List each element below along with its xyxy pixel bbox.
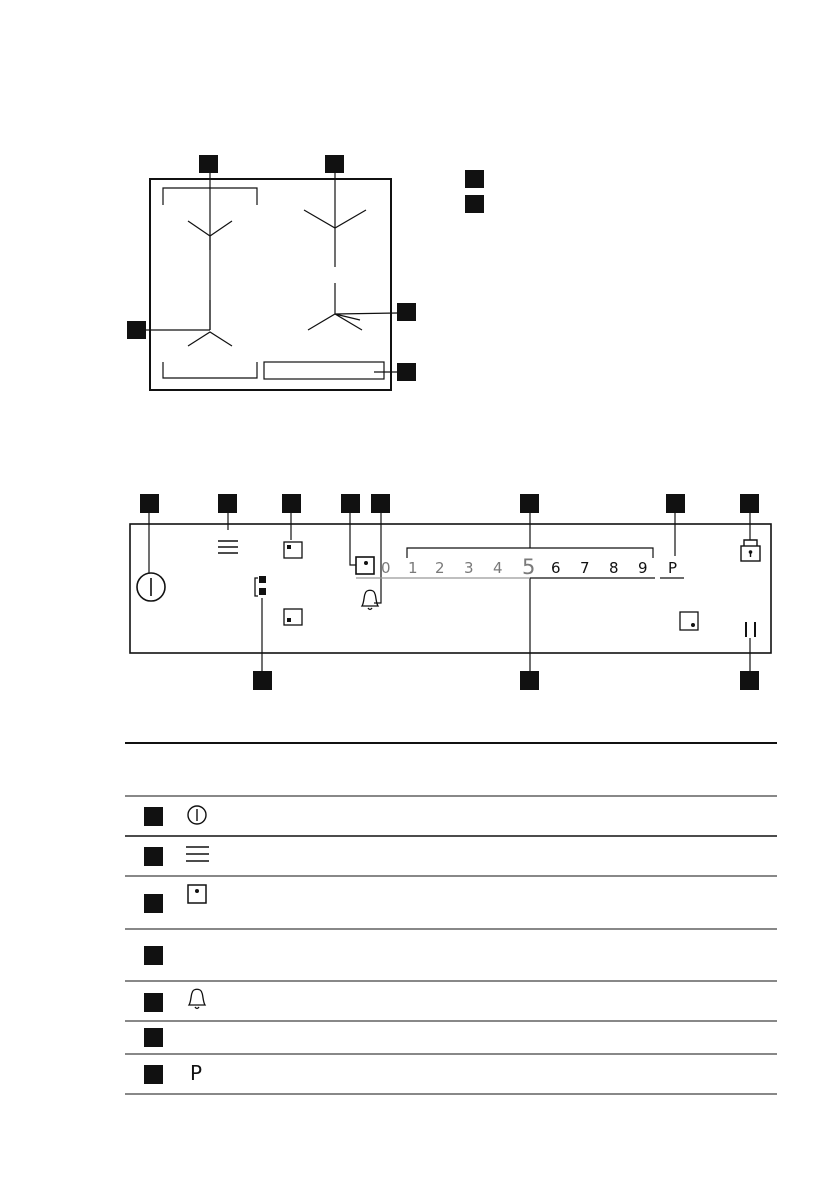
menu-icon [218, 541, 238, 553]
p-symbol: P [190, 1061, 203, 1085]
scale-digit-4: 4 [493, 559, 503, 577]
pause-icon [746, 622, 755, 637]
callout-marker [199, 155, 218, 173]
top-marker [371, 494, 390, 513]
scale-digit-8: 8 [609, 559, 619, 577]
table-row-marker [144, 807, 163, 826]
function-table [125, 743, 777, 1094]
scale-digit-9: 9 [638, 559, 648, 577]
bottom-marker [740, 671, 759, 690]
leader-lines [145, 173, 397, 372]
callout-marker [397, 303, 416, 321]
legend-marker [465, 195, 484, 213]
power-icon [188, 806, 206, 824]
bottom-marker [253, 671, 272, 690]
zone-select-icon-top-left [284, 542, 302, 558]
bell-icon [362, 590, 378, 609]
top-marker [140, 494, 159, 513]
top-marker [282, 494, 301, 513]
scale-digit-7: 7 [580, 559, 590, 577]
top-marker [520, 494, 539, 513]
menu-icon [186, 847, 209, 861]
table-row-marker [144, 1028, 163, 1047]
power-icon [137, 573, 165, 601]
panel-leader-lines [149, 513, 750, 671]
zone-select-icon-bottom-left [284, 609, 302, 625]
callout-marker [325, 155, 344, 173]
scale-digit-6: 6 [551, 559, 561, 577]
table-row-marker [144, 847, 163, 866]
p-label: P [668, 559, 678, 577]
scale-digit-5: 5 [522, 555, 536, 579]
control-area-outline [264, 362, 384, 379]
table-row-marker [144, 894, 163, 913]
scale-digit-3: 3 [464, 559, 474, 577]
zone-indicator-icon [255, 576, 266, 596]
top-marker [666, 494, 685, 513]
lock-icon [741, 540, 760, 561]
zone-select-icon-bottom-right [680, 612, 698, 630]
legend-marker [465, 170, 484, 188]
hob-layout-diagram [127, 155, 484, 390]
callout-marker [127, 321, 146, 339]
square-dot-icon [356, 557, 374, 574]
square-dot-icon [188, 885, 206, 903]
table-row-marker [144, 1065, 163, 1084]
table-row-marker [144, 946, 163, 965]
bottom-marker [520, 671, 539, 690]
top-marker [341, 494, 360, 513]
control-panel-diagram [130, 494, 771, 690]
scale-digit-1: 1 [408, 559, 418, 577]
top-marker [218, 494, 237, 513]
top-marker [740, 494, 759, 513]
zone-cross-bottom-right [308, 283, 362, 330]
scale-digit-2: 2 [435, 559, 445, 577]
bell-icon [189, 989, 205, 1008]
zone-bracket-bottom [163, 362, 257, 378]
callout-marker [397, 363, 416, 381]
table-row-marker [144, 993, 163, 1012]
scale-digit-0: 0 [381, 559, 391, 577]
hob-outline [150, 179, 391, 390]
